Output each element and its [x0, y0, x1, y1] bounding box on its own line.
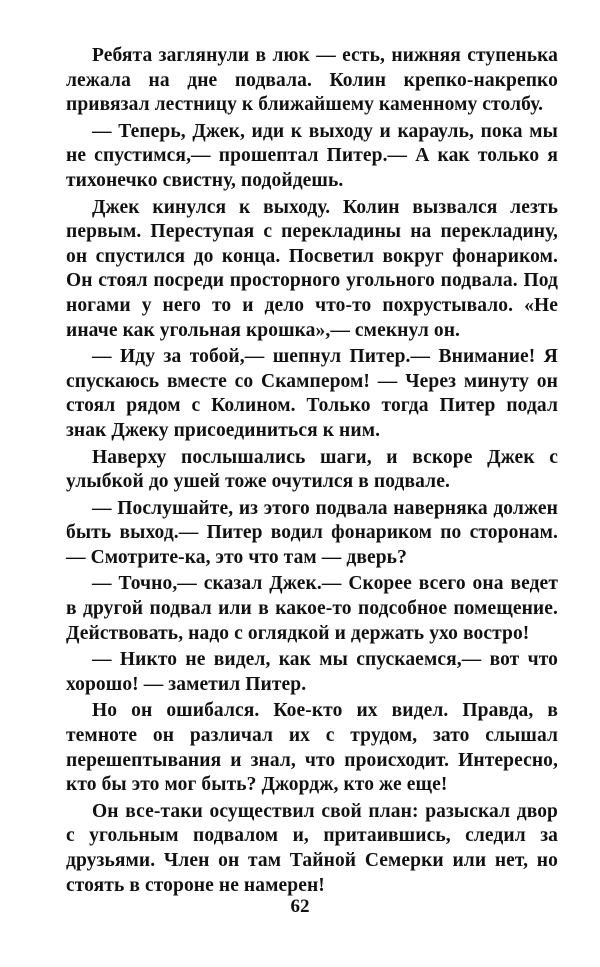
paragraph-5: Наверху послышались шаги, и вскоре Джек с улыбкой до ушей тоже очутился в подвале.: [66, 446, 558, 493]
paragraph-6: — Послушайте, из этого подвала наверняка должен быть выход.— Питер водил фонариком по сторонам.— Смотрите-ка, это что там — дверь?: [66, 497, 558, 568]
paragraph-3: Джек кинулся к выходу. Колин вызвался лезть первым. Переступая с перекладины на перекладину, он спустился до конца. Посветил вокруг фонариком. Он стоял посреди просторного угольного подвала. Под ногами у него то и дело что-то похрустывало. «Не иначе как угольная крошка»,— смекнул он.: [66, 196, 558, 341]
paragraph-8: — Никто не видел, как мы спускаемся,— вот что хорошо! — заметил Питер.: [66, 649, 558, 695]
paragraph-2: — Теперь, Джек, иди к выходу и карауль, пока мы не спустимся,— прошептал Питер.— А как только я тихонечко свистну, подойдешь.: [66, 120, 558, 191]
page-number: 62: [290, 896, 310, 917]
book-page-text: [66, 44, 558, 898]
paragraph-9: Но он ошибался. Кое-кто их видел. Правда, в темноте он различал их с трудом, зато слышал перешептывания и знал, что происходит. Интересно, кто бы это мог быть? Джордж, кто же еще!: [66, 700, 558, 796]
paragraph-1: Ребята заглянули в люк — есть, нижняя ступенька лежала на дне подвала. Колин крепко-накрепко привязал лестницу к ближайшему каменному столбу.: [66, 45, 558, 116]
paragraph-10: Он все-таки осуществил свой план: разыскал двор с угольным подвалом и, притаившись, следил за друзьями. Член он там Тайной Семерки или нет, но стоять в стороне не намерен!: [66, 800, 558, 896]
paragraph-7: — Точно,— сказал Джек.— Скорее всего она ведет в другой подвал или в какое-то подсобное помещение. Действовать, надо с оглядкой и держать ухо востро!: [66, 573, 558, 644]
paragraph-4: — Иду за тобой,— шепнул Питер.— Внимание! Я спускаюсь вместе со Скампером! — Через минуту он стоял рядом с Колином. Только тогда Питер подал знак Джеку присоединиться к ним.: [66, 346, 558, 441]
